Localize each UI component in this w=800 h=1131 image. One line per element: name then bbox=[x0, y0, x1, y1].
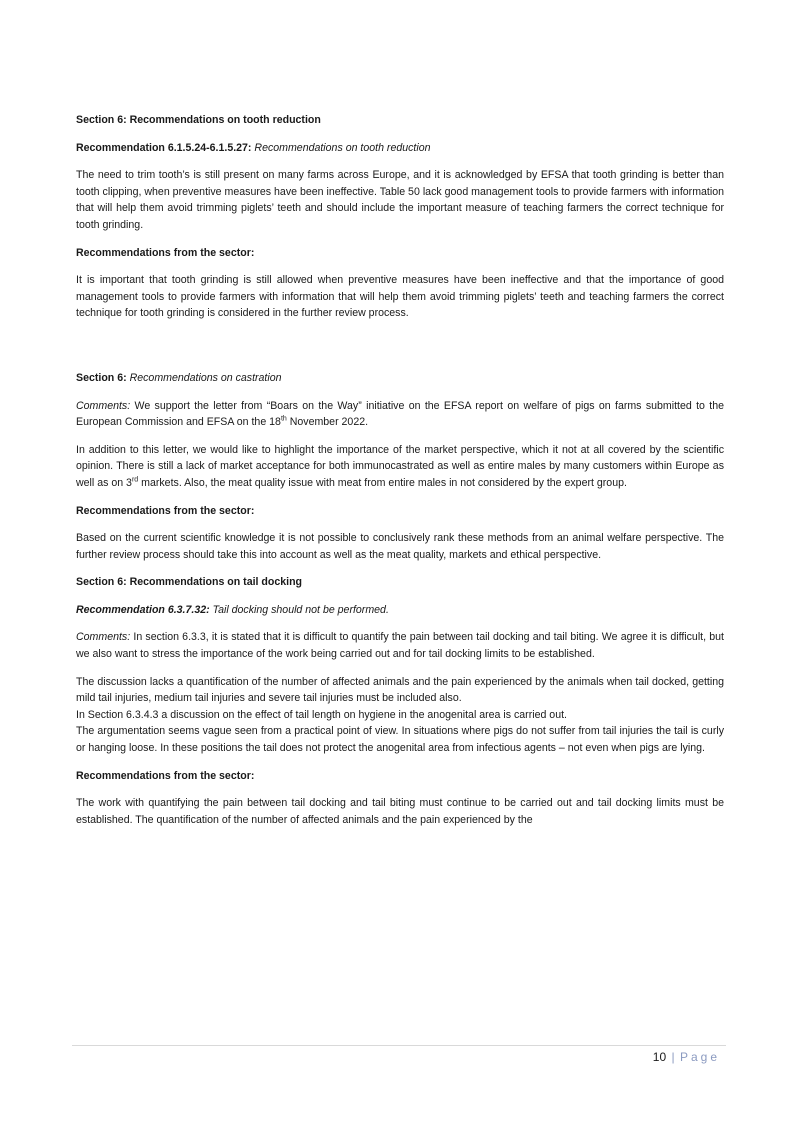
comments-text-a: We support the letter from “Boars on the Way” initiative on the EFSA report on welfare of pigs on farms submitted to the European Commission and EFSA on the 18 bbox=[76, 399, 724, 429]
section-heading-label: Section 6: bbox=[76, 371, 127, 384]
page-label: Page bbox=[679, 1050, 720, 1064]
sector-text-castration: Based on the current scientific knowledge it is not possible to conclusively rank these methods from an animal welfare perspective. The further review process should take this into account as well as the meat quality, markets and ethical perspective. bbox=[76, 532, 724, 561]
document-page bbox=[76, 112, 724, 839]
section-heading-castration bbox=[76, 370, 724, 387]
recommendation-label: Recommendation 6.1.5.24-6.1.5.27: bbox=[76, 141, 252, 154]
page-footer bbox=[653, 1049, 720, 1065]
market-text-a: In addition to this letter, we would like to highlight the importance of the market perspective, which it not at all covered by the scientific opinion. There is still a lack of market acceptance for both immunocastrated as well as entire males by many customers within Europe as well as on 3 bbox=[76, 443, 724, 489]
comments-text: In section 6.3.3, it is stated that it is difficult to quantify the pain between tail docking and tail biting. We agree it is difficult, but we also want to stress the importance of the work being carried out and for tail docking limits to be established. bbox=[76, 631, 724, 661]
page-number: 10 bbox=[652, 1050, 667, 1064]
paragraph-market-perspective bbox=[76, 442, 724, 492]
comments-tail-docking bbox=[76, 629, 724, 662]
sector-text-tooth: It is important that tooth grinding is still allowed when preventive measures have been ineffective and that the importance of good management tools to provide farmers with information that will help them avoid trimming piglets’ teeth and teaching farmers the correct technique for tooth grinding is considered in the further review process. bbox=[76, 274, 724, 320]
discussion-line-c: The argumentation seems vague seen from a practical point of view. In situations where pigs do not suffer from tail injuries the tail is curly or hanging loose. In these positions the tail does not protect the anogenital area from infectious agents – not even when pigs are lying. bbox=[76, 725, 724, 755]
footer-separator: | bbox=[671, 1050, 675, 1064]
discussion-line-b: In Section 6.3.4.3 a discussion on the effect of tail length on hygiene in the anogenital area is carried out. bbox=[76, 708, 567, 721]
recommendation-tail-docking bbox=[76, 602, 724, 619]
ordinal-suffix: th bbox=[280, 415, 287, 423]
recommendation-text: Recommendations on tooth reduction bbox=[254, 141, 431, 154]
recommendation-tooth-reduction bbox=[76, 140, 724, 157]
sector-heading-castration: Recommendations from the sector: bbox=[76, 504, 255, 517]
comments-text-b: November 2022. bbox=[289, 416, 369, 429]
paragraph-tooth-trimming: The need to trim tooth’s is still present on many farms across Europe, and it is acknowledged by EFSA that tooth grinding is better than tooth clipping, when preventive measures have been ineffective. Table 50 lack good management tools to provide farmers with information that will help them avoid trimming piglets’ teeth and should include the important measure of teaching farmers the correct technique for tooth grinding. bbox=[76, 169, 724, 231]
footer-divider bbox=[72, 1045, 726, 1046]
section-spacer bbox=[76, 333, 724, 370]
discussion-line-a: The discussion lacks a quantification of the number of affected animals and the pain experienced by the animals when tail docked, getting mild tail injuries, medium tail injuries and severe tail injuries must be included also. bbox=[76, 675, 724, 705]
market-text-b: markets. Also, the meat quality issue with meat from entire males in not considered by the expert group. bbox=[141, 476, 627, 489]
sector-text-tail: The work with quantifying the pain between tail docking and tail biting must continue to be carried out and tail docking limits must be established. The quantification of the number of affected animals and the pain experienced by the bbox=[76, 797, 724, 826]
section-heading-tail-docking: Section 6: Recommendations on tail docking bbox=[76, 576, 303, 589]
comments-castration bbox=[76, 398, 724, 431]
section-heading-text: Recommendations on castration bbox=[129, 371, 282, 384]
recommendation-label: Recommendation 6.3.7.32: bbox=[76, 603, 210, 616]
sector-heading-tail: Recommendations from the sector: bbox=[76, 769, 255, 782]
paragraph-tail-discussion bbox=[76, 674, 724, 757]
recommendation-text: Tail docking should not be performed. bbox=[212, 603, 389, 616]
section-heading-tooth-reduction: Section 6: Recommendations on tooth reduction bbox=[76, 114, 321, 126]
comments-label: Comments: bbox=[76, 631, 131, 644]
comments-label: Comments: bbox=[76, 399, 131, 412]
ordinal-suffix: rd bbox=[131, 476, 139, 484]
sector-heading-tooth: Recommendations from the sector: bbox=[76, 246, 255, 259]
